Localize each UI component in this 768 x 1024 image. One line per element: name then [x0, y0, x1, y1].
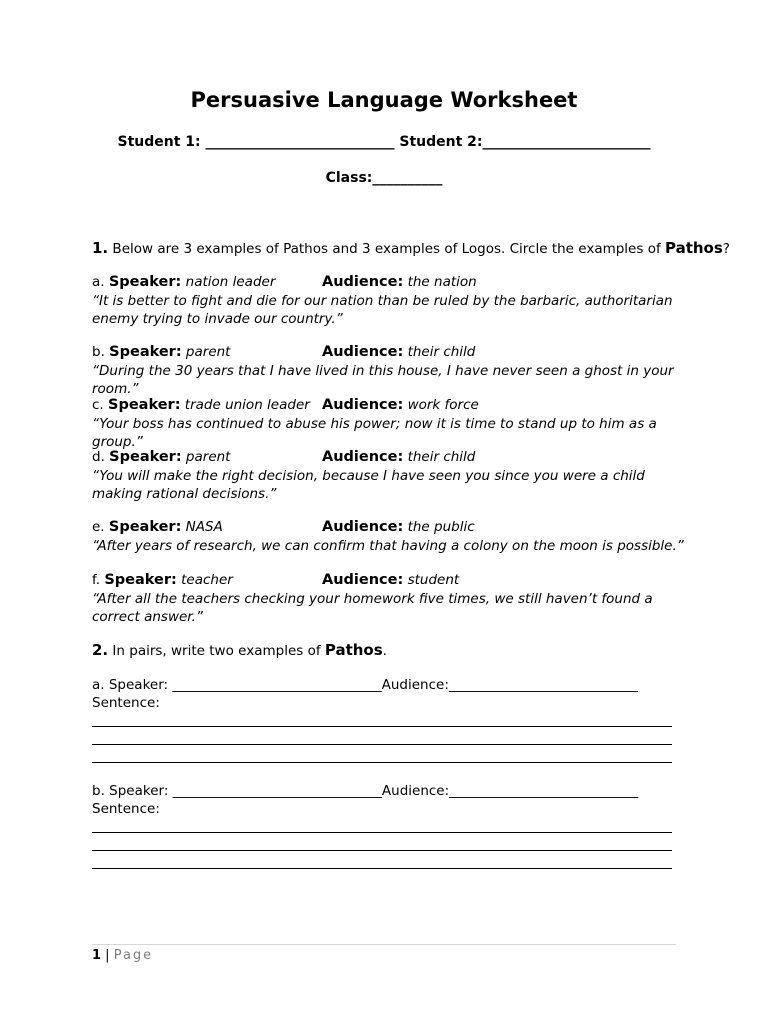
answer-a-sentence-line-2[interactable]: [92, 744, 672, 745]
question-2-text: In pairs, write two examples of: [108, 643, 325, 659]
student-names-line: Student 1: ___________________________ Student 2:________________________: [117, 134, 651, 150]
question-1-number: 1.: [92, 239, 109, 257]
speaker-label: Speaker:: [109, 449, 182, 465]
audience-value: work force: [403, 397, 479, 413]
question-1-text: Below are 3 examples of Pathos and 3 examples of Logos. Circle the examples of: [108, 241, 665, 257]
example-quote: “During the 30 years that I have lived in this house, I have never seen a ghost in your room.”: [92, 363, 674, 397]
speaker-label: Speaker:: [108, 274, 182, 290]
example-f: [92, 572, 692, 626]
audience-label: Audience:: [322, 449, 404, 465]
speaker-label: Speaker:: [109, 344, 182, 360]
answer-b-sentence-line-3[interactable]: [92, 868, 672, 869]
example-letter: c.: [92, 397, 109, 413]
class-line: Class:__________: [325, 170, 443, 186]
audience-value: the public: [403, 519, 475, 535]
footer-separator: |: [101, 948, 114, 963]
answer-a-sentence-label: Sentence:: [92, 695, 160, 711]
speaker-value: parent: [181, 449, 231, 465]
example-quote: “You will make the right decision, because I have seen you since you were a child making rational decisions.”: [92, 468, 645, 502]
footer-divider: [92, 944, 676, 945]
page-footer: [92, 948, 153, 963]
question-1-keyword: Pathos: [665, 239, 723, 257]
question-1-end: ?: [722, 241, 730, 257]
example-letter: f.: [92, 572, 105, 588]
speaker-value: nation leader: [181, 274, 276, 290]
answer-b-sentence-label: Sentence:: [92, 801, 160, 817]
speaker-label: Speaker:: [108, 519, 182, 535]
answer-b-speaker-audience-line[interactable]: b. Speaker: _______________________________Audience:____________________________: [92, 783, 639, 799]
audience-label: Audience:: [322, 397, 404, 413]
speaker-value: teacher: [176, 572, 233, 588]
answer-b-sentence-line-2[interactable]: [92, 850, 672, 851]
answer-a-sentence-line-1[interactable]: [92, 726, 672, 727]
question-1-prompt: [92, 239, 730, 257]
example-e: [92, 519, 692, 555]
page-word: Page: [113, 948, 154, 963]
speaker-label: Speaker:: [104, 572, 177, 588]
example-letter: a.: [92, 274, 109, 290]
question-2-keyword: Pathos: [324, 641, 383, 659]
example-letter: b.: [92, 344, 110, 360]
question-2-prompt: [92, 641, 692, 659]
example-d: [92, 449, 692, 503]
example-a: [92, 274, 692, 328]
answer-a-sentence-line-3[interactable]: [92, 762, 672, 763]
audience-value: their child: [403, 449, 476, 465]
example-letter: d.: [92, 449, 110, 465]
audience-label: Audience:: [322, 274, 404, 290]
example-letter: e.: [92, 519, 109, 535]
audience-label: Audience:: [322, 519, 404, 535]
page-number: 1: [92, 948, 102, 963]
audience-label: Audience:: [322, 344, 404, 360]
example-quote: “After years of research, we can confirm that having a colony on the moon is possible.”: [92, 538, 684, 554]
example-c: [92, 397, 692, 451]
example-quote: “Your boss has continued to abuse his power; now it is time to stand up to him as a group.”: [92, 416, 657, 450]
speaker-label: Speaker:: [108, 397, 181, 413]
question-2-end: .: [382, 643, 387, 659]
audience-value: the nation: [403, 274, 477, 290]
example-b: [92, 344, 692, 398]
speaker-value: NASA: [181, 519, 223, 535]
audience-value: their child: [403, 344, 476, 360]
page-title: Persuasive Language Worksheet: [190, 88, 578, 112]
question-2-number: 2.: [92, 641, 109, 659]
example-quote: “After all the teachers checking your homework five times, we still haven’t found a correct answer.”: [92, 591, 653, 625]
example-quote: “It is better to fight and die for our nation than be ruled by the barbaric, authoritarian enemy trying to invade our country.”: [92, 293, 673, 327]
answer-a-speaker-audience-line[interactable]: a. Speaker: _______________________________Audience:____________________________: [92, 677, 638, 693]
answer-b-sentence-line-1[interactable]: [92, 832, 672, 833]
speaker-value: trade union leader: [180, 397, 310, 413]
audience-label: Audience:: [322, 572, 404, 588]
audience-value: student: [403, 572, 460, 588]
speaker-value: parent: [181, 344, 231, 360]
